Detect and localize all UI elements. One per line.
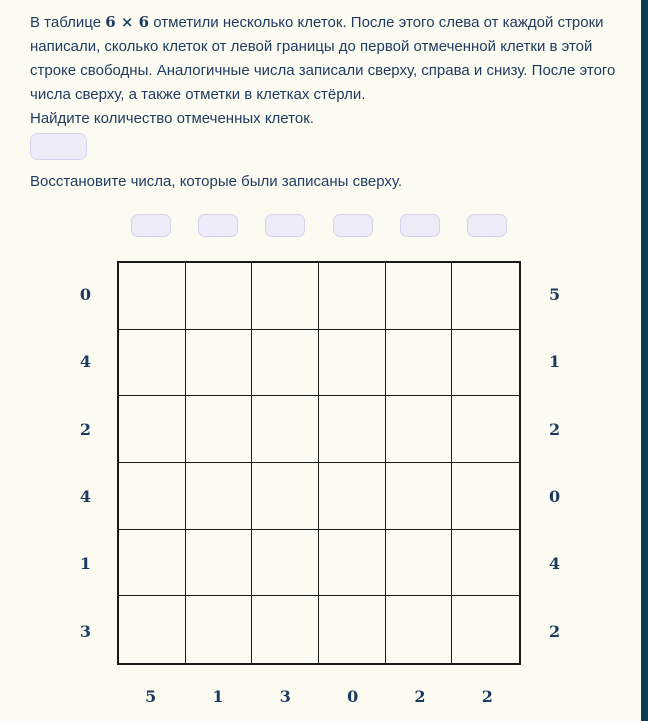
right-label-row-3: 2 — [549, 419, 561, 439]
top-answer-slot-1 — [117, 214, 184, 237]
grid-cell — [186, 330, 253, 397]
right-label-row-2: 1 — [549, 352, 561, 372]
grid-cell — [186, 596, 253, 663]
grid-cell — [186, 530, 253, 597]
left-label-row-2: 4 — [79, 352, 91, 372]
grid-cell — [386, 463, 453, 530]
grid-cell — [452, 463, 519, 530]
grid-cell — [119, 596, 186, 663]
count-answer-input[interactable] — [30, 133, 87, 160]
grid-with-side-labels — [30, 261, 648, 665]
left-labels-column — [30, 261, 117, 665]
grid-cell — [119, 263, 186, 330]
grid-cell — [252, 596, 319, 663]
grid-cell — [252, 463, 319, 530]
bottom-labels-row — [117, 687, 521, 706]
right-label-row-1: 5 — [549, 285, 561, 305]
grid-cell — [386, 263, 453, 330]
left-label-row-3: 2 — [79, 419, 91, 439]
top-number-input-4[interactable] — [333, 214, 373, 237]
statement-text-suffix: отметили несколько клеток. После этого слева от каждой строки написали, сколько клеток от левой границы до первой отмеченной клетки в этой строке свободны. Аналогичные числа записали сверху, справа и снизу. После этого числа сверху, а также отметки в клетках стёрли. — [30, 14, 616, 103]
top-number-input-2[interactable] — [198, 214, 238, 237]
top-number-input-3[interactable] — [265, 214, 305, 237]
right-edge-bar — [641, 0, 648, 721]
top-answer-slot-6 — [454, 214, 521, 237]
grid-cell — [386, 530, 453, 597]
left-label-row-1: 0 — [79, 285, 91, 305]
grid-cell — [319, 463, 386, 530]
grid-cell — [119, 396, 186, 463]
bottom-label-col-5: 2 — [414, 687, 426, 706]
grid-cell — [452, 530, 519, 597]
bottom-label-col-3: 3 — [279, 687, 291, 706]
grid-cell — [319, 530, 386, 597]
bottom-label-col-6: 2 — [481, 687, 493, 706]
bottom-label-col-2: 1 — [212, 687, 224, 706]
grid-cell — [119, 530, 186, 597]
top-answer-slot-5 — [386, 214, 453, 237]
top-answer-slot-3 — [252, 214, 319, 237]
right-label-row-6: 2 — [549, 621, 561, 641]
grid-cell — [252, 396, 319, 463]
top-answer-slot-4 — [319, 214, 386, 237]
grid-cell — [252, 330, 319, 397]
grid-cell — [252, 263, 319, 330]
grid-cell — [386, 596, 453, 663]
grid-cell — [186, 463, 253, 530]
top-number-input-6[interactable] — [467, 214, 507, 237]
right-label-row-5: 4 — [549, 554, 561, 574]
grid-cell — [452, 263, 519, 330]
grid-cell — [452, 396, 519, 463]
grid-cell — [252, 530, 319, 597]
question-restore-top-numbers: Восстановите числа, которые были записаны сверху. — [30, 173, 403, 190]
left-label-row-4: 4 — [79, 487, 91, 507]
grid-cell — [119, 330, 186, 397]
grid-cell — [186, 263, 253, 330]
puzzle-figure — [30, 214, 648, 706]
statement-math-6x6: 6 × 6 — [105, 13, 150, 31]
statement-text-prefix: В таблице — [30, 14, 106, 31]
right-label-row-4: 0 — [549, 487, 561, 507]
right-labels-column — [521, 261, 591, 665]
grid-cell — [452, 596, 519, 663]
puzzle-grid — [117, 261, 521, 665]
grid-cell — [386, 396, 453, 463]
bottom-label-col-1: 5 — [145, 687, 157, 706]
grid-cell — [319, 330, 386, 397]
grid-cell — [186, 396, 253, 463]
grid-cell — [319, 596, 386, 663]
grid-cell — [386, 330, 453, 397]
grid-cell — [319, 263, 386, 330]
top-number-input-1[interactable] — [131, 214, 171, 237]
question-count: Найдите количество отмеченных клеток. — [30, 110, 314, 127]
top-answer-slot-2 — [184, 214, 251, 237]
grid-cell — [119, 463, 186, 530]
top-number-input-5[interactable] — [400, 214, 440, 237]
left-label-row-5: 1 — [79, 554, 91, 574]
top-answer-row — [117, 214, 521, 237]
left-label-row-6: 3 — [79, 621, 91, 641]
grid-cell — [452, 330, 519, 397]
grid-cell — [319, 396, 386, 463]
problem-statement — [30, 10, 620, 107]
bottom-label-col-4: 0 — [347, 687, 359, 706]
